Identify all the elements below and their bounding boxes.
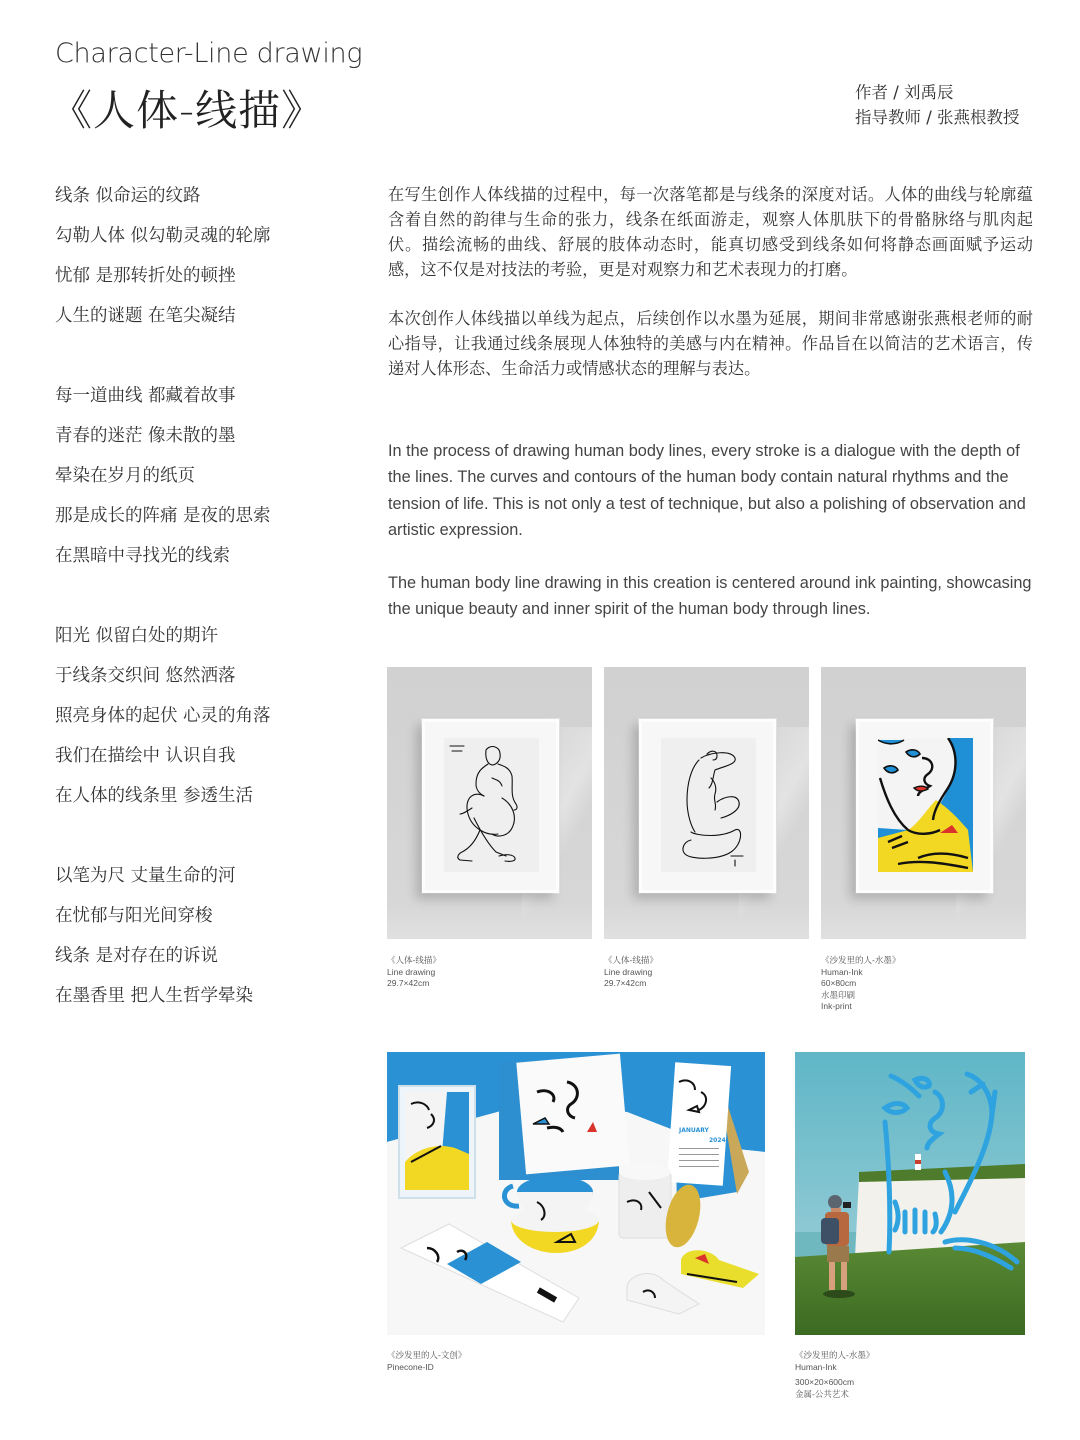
- poem-stanza-4: [55, 862, 271, 1022]
- poem-line: 照亮身体的起伏 心灵的角落: [55, 706, 271, 726]
- caption-title: 《人体-线描》: [604, 955, 658, 965]
- poem-line: 那是成长的阵痛 是夜的思索: [55, 506, 271, 526]
- description-english: [388, 438, 1033, 648]
- ink-painting-reclining-face: [878, 738, 973, 872]
- poem-stanza-1: [55, 182, 271, 342]
- poem-line: 线条 是对存在的诉说: [55, 946, 219, 966]
- caption-size: 29.7×42cm: [387, 978, 430, 988]
- caption-medium-cn: 金属-公共艺术: [795, 1388, 849, 1399]
- author-credit: 作者 / 刘禹辰: [855, 83, 954, 102]
- poem-line: 于线条交织间 悠然洒落: [55, 666, 236, 686]
- credits: [855, 80, 1020, 130]
- advisor-credit: 指导教师 / 张燕根教授: [855, 108, 1020, 127]
- caption-subtitle: Pinecone-ID: [387, 1361, 434, 1372]
- artwork-image-2: [604, 667, 809, 939]
- artwork-caption-3: [821, 955, 900, 1013]
- product-caption-2: [795, 1350, 874, 1400]
- product-caption-1: [387, 1350, 466, 1373]
- poem-line: 在人体的线条里 参透生活: [55, 786, 254, 806]
- caption-subtitle: Line drawing: [387, 966, 436, 977]
- poem-stanza-3: [55, 622, 271, 822]
- description-paragraph: 本次创作人体线描以单线为起点，后续创作以水墨为延展，期间非常感谢张燕根老师的耐心指导，让我通过线条展现人体独特的美感与内在精神。作品旨在以简洁的艺术语言，传递对人体形态、生命活力或情感状态的理解与表达。: [388, 309, 1033, 378]
- poem-line: 在墨香里 把人生哲学晕染: [55, 986, 254, 1006]
- line-drawing-seated-figure: [444, 738, 539, 872]
- calendar-month-label: JANUARY: [679, 1127, 709, 1134]
- caption-medium-en: Ink-print: [821, 1001, 852, 1011]
- title-english: Character-Line drawing: [55, 38, 363, 69]
- poem-line: 人生的谜题 在笔尖凝结: [55, 306, 236, 326]
- poem-line: 勾勒人体 似勾勒灵魂的轮廓: [55, 226, 271, 246]
- caption-size: 29.7×42cm: [604, 978, 647, 988]
- caption-subtitle: Human-Ink: [821, 966, 863, 977]
- description-paragraph: The human body line drawing in this creation is centered around ink painting, showcasing the unique beauty and inner spirit of the human body through lines.: [388, 573, 1032, 619]
- poem-line: 每一道曲线 都藏着故事: [55, 386, 236, 406]
- description-chinese: [388, 182, 1033, 405]
- merchandise-mockup-image: [387, 1052, 765, 1335]
- caption-size: 300×20×600cm: [795, 1377, 855, 1387]
- caption-title: 《人体-线描》: [387, 955, 441, 965]
- caption-medium-cn: 水墨印刷: [821, 989, 856, 1000]
- poem: [55, 182, 271, 1062]
- caption-subtitle: Line drawing: [604, 966, 653, 977]
- poem-line: 线条 似命运的纹路: [55, 186, 201, 206]
- title-chinese: 《人体-线描》: [50, 86, 325, 135]
- caption-title: 《沙发里的人-水墨》: [821, 955, 901, 965]
- poem-stanza-2: [55, 382, 271, 582]
- poem-line: 我们在描绘中 认识自我: [55, 746, 236, 766]
- poem-line: 忧郁 是那转折处的顿挫: [55, 266, 236, 286]
- public-art-photo: [795, 1052, 1025, 1335]
- line-drawing-crouched-figure: [661, 738, 756, 872]
- artwork-caption-2: [604, 955, 658, 990]
- poem-line: 阳光 似留白处的期许: [55, 626, 219, 646]
- picture-frame: [856, 719, 993, 893]
- poem-line: 在黑暗中寻找光的线索: [55, 546, 230, 566]
- poem-line: 晕染在岁月的纸页: [55, 466, 195, 486]
- description-paragraph: In the process of drawing human body lines, every stroke is a dialogue with the depth of the lines. The curves and contours of the human body contain natural rhythms and the tension of life. This is not only a test of technique, but also a polishing of observation and artistic expression.: [388, 442, 1026, 540]
- poem-line: 青春的迷茫 像未散的墨: [55, 426, 236, 446]
- picture-frame: [639, 719, 776, 893]
- picture-frame: [422, 719, 559, 893]
- calendar-year-label: 2024: [709, 1137, 726, 1144]
- artwork-image-1: [387, 667, 592, 939]
- poem-line: 以笔为尺 丈量生命的河: [55, 866, 236, 886]
- caption-title: 《沙发里的人-水墨》: [795, 1350, 875, 1360]
- artwork-image-3: [821, 667, 1026, 939]
- description-paragraph: 在写生创作人体线描的过程中，每一次落笔都是与线条的深度对话。人体的曲线与轮廓蕴含着自然的韵律与生命的张力，线条在纸面游走，观察人体肌肤下的骨骼脉络与肌肉起伏。描绘流畅的曲线、舒展的肢体动态时，能真切感受到线条如何将静态画面赋予运动感，这不仅是对技法的考验，更是对观察力和艺术表现力的打磨。: [388, 185, 1033, 279]
- caption-size: 60×80cm: [821, 978, 857, 988]
- caption-subtitle: Human-Ink: [795, 1361, 837, 1372]
- artwork-caption-1: [387, 955, 441, 990]
- caption-title: 《沙发里的人-文创》: [387, 1350, 467, 1360]
- poem-line: 在忧郁与阳光间穿梭: [55, 906, 213, 926]
